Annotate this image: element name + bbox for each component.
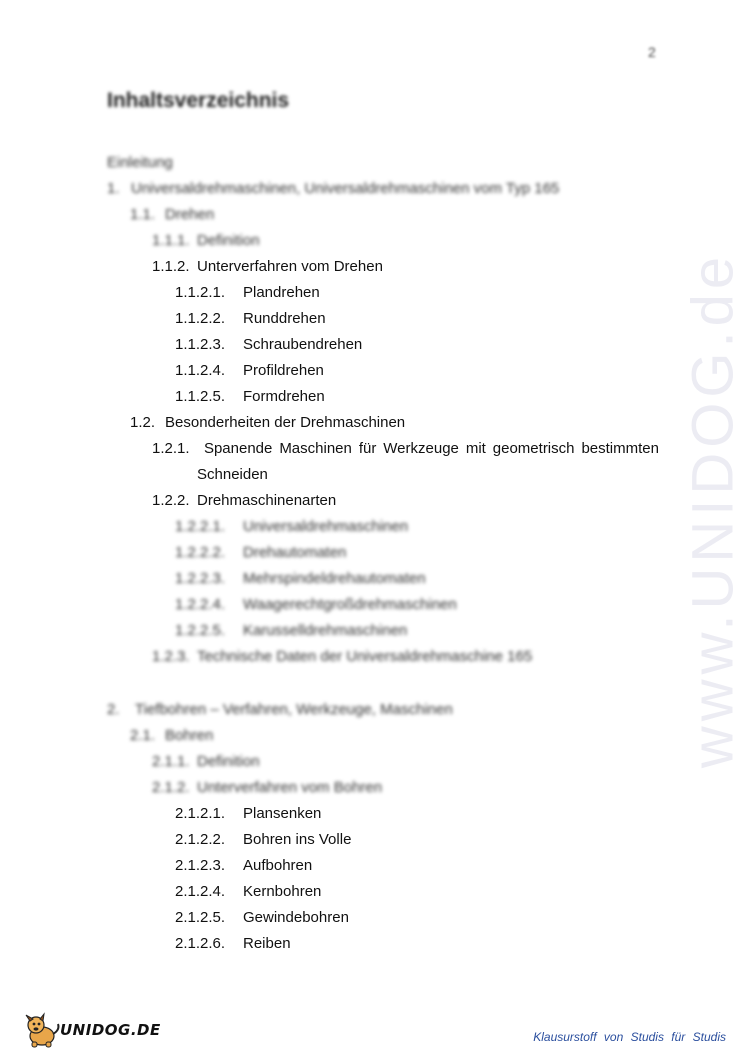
toc-entry-text: Profildrehen (243, 362, 324, 379)
toc-entry-1-1-2-5 (175, 388, 325, 406)
toc-entry-number: 1.2.2.5. (175, 622, 226, 639)
watermark: www.UNIDOG.de (680, 251, 746, 769)
toc-entry-text: Gewindebohren (243, 909, 349, 926)
toc-entry-number: 1.2.2.2. (175, 544, 226, 561)
toc-entry-text: Runddrehen (243, 310, 326, 327)
toc-entry-text: Einleitung (107, 154, 173, 171)
toc-entry-text: Kernbohren (243, 883, 322, 900)
toc-entry-number: 2.1.2.6. (175, 935, 226, 952)
toc-entry-2-1-2-1 (175, 805, 321, 823)
toc-entry-number: 1. (107, 180, 120, 197)
toc-entry-2-1 (130, 727, 213, 745)
page-title: Inhaltsverzeichnis (107, 89, 290, 112)
toc-entry-1-1-1 (152, 232, 260, 250)
toc-entry-number: 2.1.2.1. (175, 805, 226, 822)
toc-entry-2-1-1 (152, 753, 260, 771)
toc-entry-2 (107, 701, 453, 719)
toc-entry-1-2-1 (152, 440, 659, 458)
toc-entry-number: 2.1. (130, 727, 156, 744)
toc-entry-1-1-2-2 (175, 310, 326, 328)
toc-entry-2-1-2-2 (175, 831, 351, 849)
toc-word: Spanende (203, 440, 273, 457)
toc-entry-1-1-2-1 (175, 284, 320, 302)
toc-entry-2-1-2-4 (175, 883, 321, 901)
toc-entry-text: Aufbohren (243, 857, 313, 874)
toc-entry-number: 1.2.2.3. (175, 570, 226, 587)
toc-entry-text: Technische Daten der Universaldrehmaschine 165 (197, 648, 533, 665)
toc-entry-1-1-2-4 (175, 362, 324, 380)
toc-entry-number: 1.2.2. (152, 492, 190, 509)
toc-entry-text: Karusselldrehmaschinen (243, 622, 408, 639)
toc-entry-number: 2.1.2. (152, 779, 190, 796)
toc-entry-text: Waagerechtgroßdrehmaschinen (243, 596, 457, 613)
brand-name: UNIDOG.DE (60, 1021, 161, 1039)
toc-word: bestimmten (581, 440, 659, 457)
toc-entry-1-2-2-3 (175, 570, 426, 588)
toc-entry-text: Bohren (165, 727, 214, 744)
toc-entry-number: 1.1.2.5. (175, 388, 226, 405)
toc-entry-1-2-1-continuation (197, 466, 268, 484)
toc-entry-number: 1.2. (130, 414, 156, 431)
toc-entry-text: Drehen (165, 206, 215, 223)
toc-entry-2-1-2-5 (175, 909, 349, 927)
toc-word: Maschinen (279, 440, 352, 457)
toc-entry-text: Definition (197, 232, 260, 249)
toc-entry-number: 1.2.2.1. (175, 518, 226, 535)
toc-entry-number: 1.1.2. (152, 258, 190, 275)
toc-entry-2-1-2-3 (175, 857, 312, 875)
toc-entry-text: Unterverfahren vom Bohren (197, 779, 383, 796)
toc-entry-number: 1.1.2.1. (175, 284, 226, 301)
toc-entry-text: Besonderheiten der Drehmaschinen (165, 414, 406, 431)
toc-entry-1-1-2-3 (175, 336, 362, 354)
toc-entry-text: Mehrspindeldrehautomaten (243, 570, 426, 587)
toc-entry-number: 1.2.3. (152, 648, 190, 665)
toc-entry-number: 1.1.1. (152, 232, 190, 249)
toc-entry-number: 2.1.2.2. (175, 831, 226, 848)
toc-entry-1-2-2 (152, 492, 336, 510)
toc-entry-text: Definition (197, 753, 260, 770)
toc-entry-text: Unterverfahren vom Drehen (197, 258, 383, 275)
toc-entry-text: Tiefbohren – Verfahren, Werkzeuge, Maschinen (135, 701, 453, 718)
toc-entry-text: Plansenken (243, 805, 322, 822)
toc-entry-1-2-2-2 (175, 544, 346, 562)
toc-entry-text: Schraubendrehen (243, 336, 363, 353)
dog-icon (22, 1012, 62, 1048)
toc-entry-1-2-2-1 (175, 518, 408, 536)
toc-entry-number: 1.2.1. (152, 440, 190, 457)
toc-entry-number: 2.1.2.4. (175, 883, 226, 900)
toc-entry-1 (107, 180, 559, 198)
toc-entry-number: 1.2.2.4. (175, 596, 226, 613)
toc-entry-text: Bohren ins Volle (243, 831, 352, 848)
toc-entry-text: Drehautomaten (243, 544, 347, 561)
toc-entry-einleitung (107, 154, 173, 172)
toc-entry-1-2-2-5 (175, 622, 407, 640)
toc-entry-text: Universaldrehmaschinen (243, 518, 409, 535)
toc-entry-2-1-2 (152, 779, 382, 797)
unidog-logo (22, 1012, 161, 1048)
toc-entry-number: 2.1.2.3. (175, 857, 226, 874)
toc-word: geometrisch (492, 440, 575, 457)
toc-entry-number: 1.1. (130, 206, 156, 223)
toc-entry-number: 2. (107, 701, 120, 718)
toc-entry-text: Plandrehen (243, 284, 320, 301)
toc-entry-number: 1.1.2.3. (175, 336, 226, 353)
toc-word: mit (465, 440, 486, 457)
page-number: 2 (648, 44, 656, 60)
toc-entry-text: Schneiden (197, 466, 268, 483)
toc-entry-1-2 (130, 414, 405, 432)
toc-entry-1-2-2-4 (175, 596, 457, 614)
toc-entry-number: 1.1.2.2. (175, 310, 226, 327)
toc-entry-text: Reiben (243, 935, 291, 952)
toc-entry-number: 2.1.1. (152, 753, 190, 770)
toc-entry-2-1-2-6 (175, 935, 291, 953)
toc-entry-number: 1.1.2.4. (175, 362, 226, 379)
toc-word: Werkzeuge (383, 440, 459, 457)
toc-entry-text: Universaldrehmaschinen, Universaldrehmaschinen vom Typ 165 (131, 180, 560, 197)
toc-entry-1-1-2 (152, 258, 383, 276)
footer-slogan: Klausurstoff von Studis für Studis (533, 1030, 726, 1044)
toc-entry-text: Drehmaschinenarten (197, 492, 337, 509)
toc-entry-1-2-3 (152, 648, 532, 666)
toc-entry-number: 2.1.2.5. (175, 909, 226, 926)
toc-entry-1-1 (130, 206, 214, 224)
toc-word: für (358, 440, 377, 457)
toc-entry-text: Formdrehen (243, 388, 325, 405)
